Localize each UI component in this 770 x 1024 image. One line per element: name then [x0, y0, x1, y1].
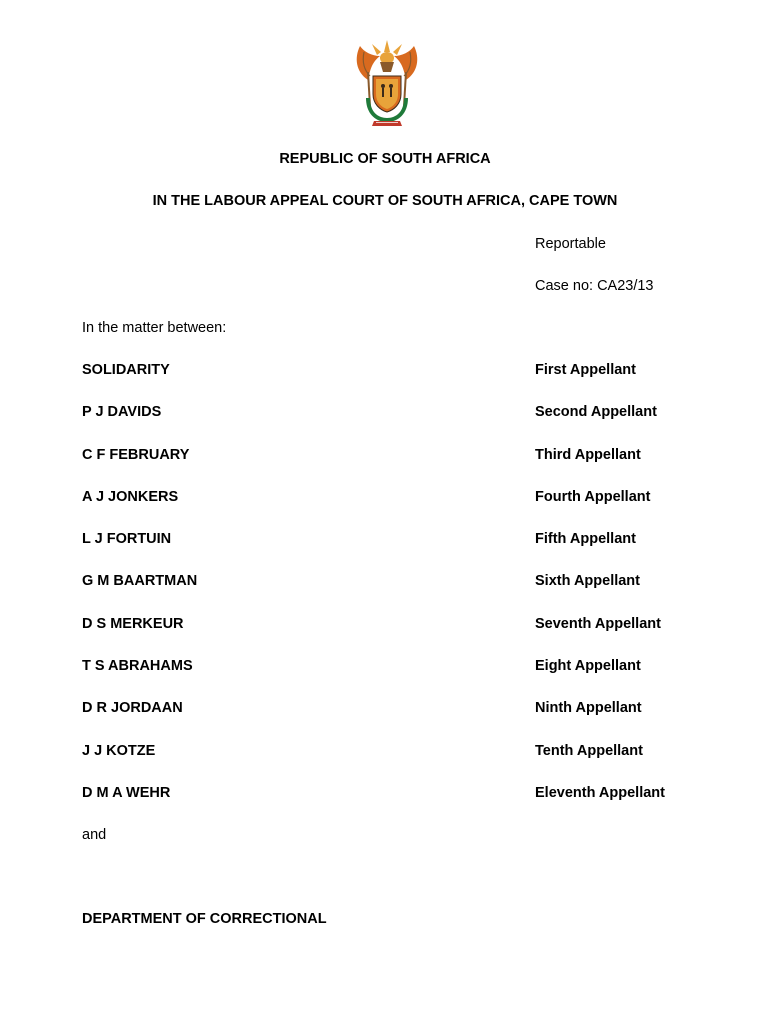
party-role: Tenth Appellant: [535, 742, 643, 759]
party-name: T S ABRAHAMS: [82, 658, 193, 675]
party-role: Eight Appellant: [535, 658, 641, 675]
respondent-name: DEPARTMENT OF CORRECTIONAL: [82, 911, 327, 927]
party-row: [0, 447, 770, 489]
republic-heading: REPUBLIC OF SOUTH AFRICA: [279, 151, 491, 167]
party-name: J J KOTZE: [82, 742, 156, 759]
party-row: [0, 785, 770, 827]
party-name: G M BAARTMAN: [82, 573, 198, 590]
coat-of-arms-icon: [350, 32, 424, 128]
party-role: First Appellant: [535, 362, 636, 378]
party-name: L J FORTUIN: [82, 531, 172, 548]
court-heading: IN THE LABOUR APPEAL COURT OF SOUTH AFRICA, CAPE TOWN: [152, 193, 618, 209]
party-row: [0, 573, 770, 615]
party-name: A J JONKERS: [82, 488, 179, 505]
and-conjunction: and: [82, 827, 107, 843]
party-row: [0, 531, 770, 573]
party-row: [0, 489, 770, 531]
reportable-label: Reportable: [535, 236, 606, 252]
party-role: Third Appellant: [535, 446, 641, 463]
party-role: Seventh Appellant: [535, 615, 661, 632]
party-row: [0, 743, 770, 785]
party-name: P J DAVIDS: [82, 404, 162, 421]
party-role: Eleventh Appellant: [535, 784, 665, 801]
party-row: [0, 404, 770, 446]
matter-intro: In the matter between:: [82, 320, 227, 336]
party-row: [0, 658, 770, 700]
party-role: Ninth Appellant: [535, 700, 642, 717]
party-role: Second Appellant: [535, 404, 657, 421]
party-role: Fifth Appellant: [535, 531, 636, 548]
party-row: [0, 700, 770, 742]
party-name: SOLIDARITY: [82, 362, 170, 378]
case-number: Case no: CA23/13: [535, 278, 654, 294]
party-role: Fourth Appellant: [535, 488, 651, 505]
party-name: C F FEBRUARY: [82, 446, 190, 463]
motto-ribbon: [372, 121, 402, 126]
party-name: D M A WEHR: [82, 784, 171, 801]
party-row: [0, 616, 770, 658]
party-role: Sixth Appellant: [535, 573, 640, 590]
party-name: D S MERKEUR: [82, 615, 184, 632]
party-row: [0, 362, 770, 404]
appellant-list: [0, 362, 770, 827]
party-name: D R JORDAAN: [82, 700, 183, 717]
